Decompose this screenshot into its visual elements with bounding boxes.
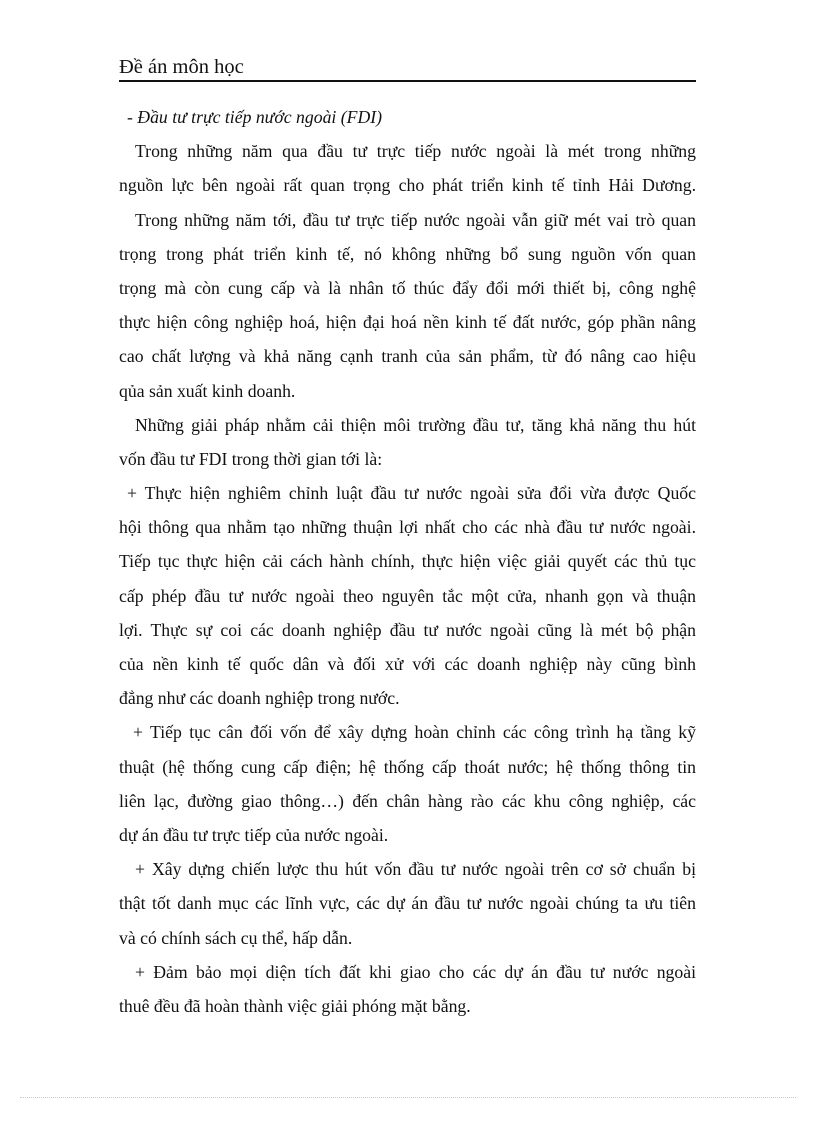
text-line: cao chất lượng và khả năng cạnh tranh của sản phẩm, từ đó nâng cao hiệu <box>119 346 696 367</box>
text-line: thuê đều đã hoàn thành việc giải phóng mặt bằng. <box>119 995 471 1016</box>
text-line: dự án đầu tư trực tiếp của nước ngoài. <box>119 824 389 845</box>
text-line: Trong những năm qua đầu tư trực tiếp nước ngoài là mét trong những <box>135 141 696 162</box>
text-line: - Đầu tư trực tiếp nước ngoài (FDI) <box>127 107 383 127</box>
header-title: Đề án môn học <box>119 56 244 78</box>
text-line: trọng mà còn cung cấp và là nhân tố thúc đẩy đổi mới thiết bị, công nghệ <box>119 277 696 298</box>
text-line: + Đảm bảo mọi diện tích đất khi giao cho các dự án đầu tư nước ngoài <box>135 961 696 982</box>
text-line: vốn đầu tư FDI trong thời gian tới là: <box>119 448 383 469</box>
text-line: liên lạc, đường giao thông…) đến chân hàng rào các khu công nghiệp, các <box>119 790 696 811</box>
text-line: nguồn lực bên ngoài rất quan trọng cho phát triển kinh tế tỉnh Hải Dương. <box>119 175 696 196</box>
text-line: thực hiện công nghiệp hoá, hiện đại hoá nền kinh tế đất nước, góp phần nâng <box>119 312 696 333</box>
text-line: Trong những năm tới, đầu tư trực tiếp nước ngoài vẫn giữ mét vai trò quan <box>135 209 696 230</box>
document-body <box>119 100 696 1023</box>
text-line: Tiếp tục thực hiện cải cách hành chính, thực hiện việc giải quyết các thủ tục <box>119 551 696 572</box>
text-line: hội thông qua nhằm tạo những thuận lợi nhất cho các nhà đầu tư nước ngoài. <box>119 517 696 538</box>
text-line: + Thực hiện nghiêm chỉnh luật đầu tư nước ngoài sửa đổi vừa được Quốc <box>127 483 696 504</box>
text-line: và có chính sách cụ thể, hấp dẫn. <box>119 927 353 948</box>
text-line: thuật (hệ thống cung cấp điện; hệ thống cấp thoát nước; hệ thống thông tin <box>119 756 696 777</box>
text-line: qủa sản xuất kinh doanh. <box>119 380 296 401</box>
text-line: của nền kinh tế quốc dân và đối xử với các doanh nghiệp này cũng bình <box>119 654 696 674</box>
footer-divider <box>20 1097 796 1098</box>
text-line: thật tốt danh mục các lĩnh vực, các dự án đầu tư nước ngoài chúng ta ưu tiên <box>119 893 696 914</box>
text-line: + Xây dựng chiến lược thu hút vốn đầu tư nước ngoài trên cơ sở chuẩn bị <box>135 859 696 880</box>
text-line: Những giải pháp nhằm cải thiện môi trường đầu tư, tăng khả năng thu hút <box>135 414 696 435</box>
page-header <box>119 52 696 82</box>
text-line: trọng trong phát triển kinh tế, nó không những bổ sung nguồn vốn quan <box>119 243 696 264</box>
text-line: + Tiếp tục cân đối vốn để xây dựng hoàn chỉnh các công trình hạ tầng kỹ <box>133 722 696 743</box>
text-line: lợi. Thực sự coi các doanh nghiệp đầu tư nước ngoài cũng là mét bộ phận <box>119 619 696 640</box>
text-line: cấp phép đầu tư nước ngoài theo nguyên tắc một cửa, nhanh gọn và thuận <box>119 585 696 606</box>
text-line: đẳng như các doanh nghiệp trong nước. <box>119 688 400 709</box>
